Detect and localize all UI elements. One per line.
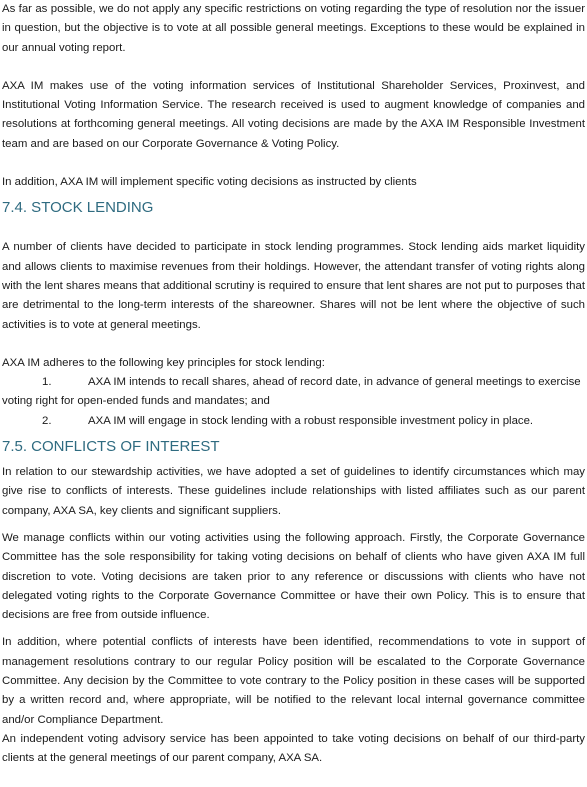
- list-number: 2.: [42, 414, 52, 427]
- paragraph-client-instructions: In addition, AXA IM will implement specific voting decisions as instructed by clients: [2, 176, 417, 189]
- paragraph-voting-restrictions: As far as possible, we do not apply any specific restrictions on voting regarding the type of resolution nor the issuer in question, but the objective is to vote at all possible general meetings. Exceptions to these would be explained in our annual voting report.: [2, 3, 585, 54]
- list-item: [2, 373, 585, 412]
- paragraph-advisory-service: An independent voting advisory service has been appointed to take voting decisions on behalf of our third-party clients at the general meetings of our parent company, AXA SA.: [2, 732, 585, 765]
- paragraph-stock-lending: A number of clients have decided to participate in stock lending programmes. Stock lending aids market liquidity and allows clients to maximise revenues from their holdings. However, the attendant transfer of voting rights along with the lent shares means that additional scrutiny is required to ensure that lent shares are not put to purposes that are detrimental to the long-term interests of the shareowner. Shares will not be lent where the objective of such activities is to vote at general meetings.: [2, 241, 585, 331]
- list-text: AXA IM will engage in stock lending with a robust responsible investment policy in place.: [88, 414, 534, 427]
- list-text: AXA IM intends to recall shares, ahead of record date, in advance of general meetings to exercise voting right for open-ended funds and mandates; and: [2, 376, 581, 408]
- list-item: [2, 412, 585, 431]
- list-number: 1.: [42, 376, 52, 389]
- heading-stock-lending: 7.4. STOCK LENDING: [2, 199, 154, 217]
- paragraph-key-principles: AXA IM adheres to the following key principles for stock lending:: [2, 356, 325, 369]
- paragraph-voting-services: AXA IM makes use of the voting information services of Institutional Shareholder Services, Proxinvest, and Institutional Voting Information Service. The research received is used to augment knowledge of companies and resolutions at forthcoming general meetings. All voting decisions are made by the AXA IM Responsible Investment team and are based on our Corporate Governance & Voting Policy.: [2, 79, 585, 150]
- heading-conflicts-of-interest: 7.5. CONFLICTS OF INTEREST: [2, 438, 220, 456]
- paragraph-manage-conflicts: We manage conflicts within our voting activities using the following approach. Firstly, the Corporate Governance Committee has the sole responsibility for taking voting decisions on behalf of clients who have given AXA IM full discretion to vote. Voting decisions are taken prior to any reference or discussions with clients who have not delegated voting rights to the Corporate Governance Committee or have their own Policy. This is to ensure that decisions are free from outside influence.: [2, 531, 585, 622]
- paragraph-escalation: In addition, where potential conflicts of interests have been identified, recommendations to vote in support of management resolutions contrary to our regular Policy position will be escalated to the Corporate Governance Committee. Any decision by the Committee to vote contrary to the Policy position in these cases will be supported by a written record and, where appropriate, will be notified to the relevant local internal governance committee and/or Compliance Department.: [2, 636, 585, 726]
- paragraph-guidelines: In relation to our stewardship activities, we have adopted a set of guidelines to identify circumstances which may give rise to conflicts of interests. These guidelines include relationships with listed affiliates such as our parent company, AXA SA, key clients and significant suppliers.: [2, 466, 585, 517]
